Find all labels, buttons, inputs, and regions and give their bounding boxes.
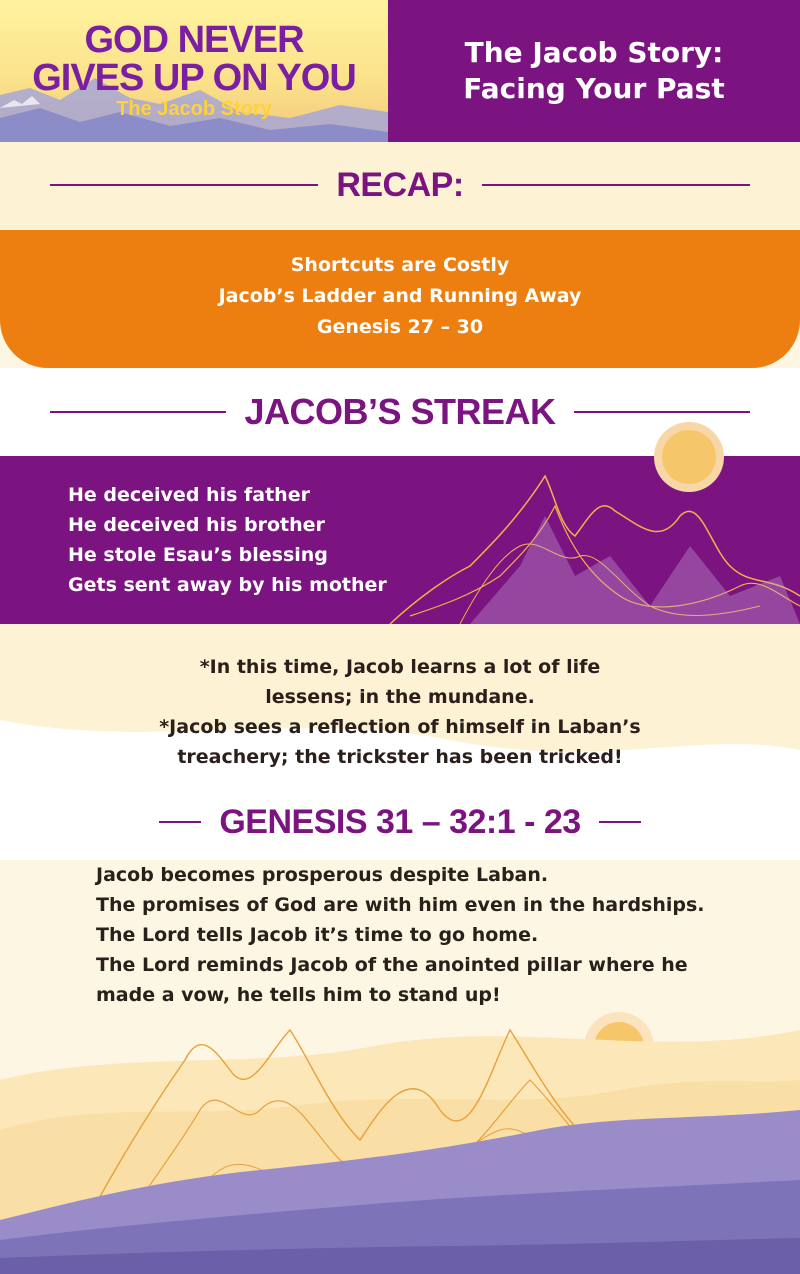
banner-title-line2: GIVES UP ON YOU	[32, 57, 356, 99]
recap-line: Genesis 27 – 30	[316, 316, 484, 338]
divider-line	[159, 821, 201, 823]
divider-line	[574, 411, 750, 413]
divider-line	[50, 411, 226, 413]
genesis-line: The Lord reminds Jacob of the anointed pillar where he	[96, 954, 688, 976]
bottom-landscape-icon	[0, 990, 800, 1274]
streak-line: He deceived his brother	[68, 514, 325, 536]
note-line: *In this time, Jacob learns a lot of life	[199, 656, 601, 678]
streak-heading: JACOB’S STREAK	[244, 391, 556, 432]
divider-line	[599, 821, 641, 823]
genesis-heading: GENESIS 31 – 32:1 - 23	[219, 802, 581, 841]
notes-list	[150, 652, 650, 772]
genesis-line: made a vow, he tells him to stand up!	[96, 984, 501, 1006]
genesis-line: Jacob becomes prosperous despite Laban.	[96, 864, 549, 886]
recap-line: Shortcuts are Costly	[290, 254, 510, 276]
genesis-line: The Lord tells Jacob it’s time to go home.	[96, 924, 539, 946]
streak-line: Gets sent away by his mother	[68, 574, 387, 596]
divider-line	[482, 184, 750, 186]
recap-list	[0, 250, 800, 343]
recap-heading: RECAP:	[336, 165, 464, 204]
page-title-panel	[388, 0, 800, 142]
banner-title-line1: GOD NEVER	[84, 19, 304, 61]
header	[0, 0, 800, 142]
page-title: The Jacob Story: Facing Your Past	[463, 36, 725, 105]
note-line: treachery; the trickster has been tricked!	[177, 746, 623, 768]
genesis-line: The promises of God are with him even in the hardships.	[96, 894, 705, 916]
note-line: lessens; in the mundane.	[265, 686, 535, 708]
recap-line: Jacob’s Ladder and Running Away	[218, 285, 582, 307]
recap-heading-row	[0, 160, 800, 210]
streak-list	[68, 480, 387, 600]
banner-subtitle: The Jacob Story	[116, 98, 272, 120]
note-line: *Jacob sees a reflection of himself in Laban’s	[159, 716, 641, 738]
sun-icon	[662, 430, 716, 484]
divider-line	[50, 184, 318, 186]
genesis-list	[96, 860, 705, 1010]
series-banner	[0, 0, 388, 142]
streak-line: He stole Esau’s blessing	[68, 544, 328, 566]
genesis-heading-row	[0, 796, 800, 848]
streak-line: He deceived his father	[68, 484, 310, 506]
